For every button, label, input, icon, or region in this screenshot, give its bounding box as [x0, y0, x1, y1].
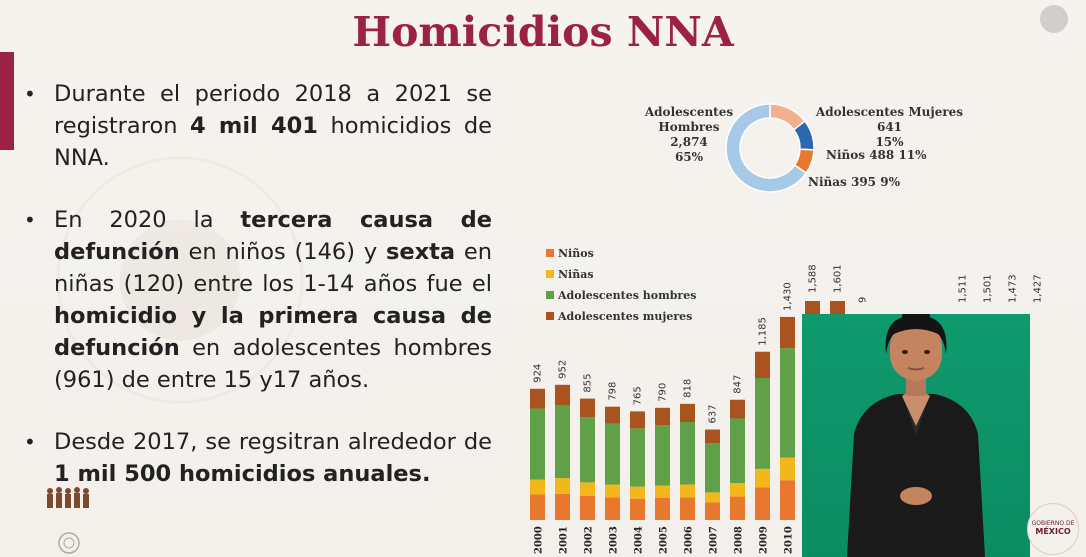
bar-segment — [730, 483, 745, 496]
bar-total-label: 924 — [532, 363, 544, 383]
x-tick-label: 2000 — [533, 526, 545, 554]
bar-total-label: 1,501 — [982, 274, 994, 303]
bar-segment — [530, 480, 545, 495]
seal-icon — [56, 532, 82, 554]
bullet-text: Durante el periodo 2018 a 2021 se registraron — [54, 81, 492, 139]
label-ninas — [808, 175, 900, 190]
bar-segment — [555, 494, 570, 520]
bullet-item — [22, 78, 492, 174]
label-adolescentes-mujeres — [802, 105, 977, 150]
bullet-item — [22, 204, 492, 396]
bullet-text: En 2020 la — [54, 207, 241, 233]
slice-label: Niños — [826, 148, 866, 162]
bar-segment — [705, 430, 720, 444]
page-title: Homicidios NNA — [352, 8, 734, 56]
bar-segment — [680, 497, 695, 520]
legend-label: Adolescentes mujeres — [558, 310, 693, 323]
bar-segment — [655, 425, 670, 485]
bar-segment — [780, 480, 795, 520]
x-tick-label: 2010 — [783, 526, 795, 554]
bar-segment — [605, 485, 620, 498]
bullet-bold-text: 4 mil 401 — [190, 113, 318, 139]
bullet-bold-text: homicidio y la primera causa de defunción — [54, 303, 492, 361]
bar-total-label: 1,588 — [807, 264, 819, 293]
legend-label: Niños — [558, 247, 594, 260]
bar-segment — [705, 443, 720, 492]
bar-segment — [730, 418, 745, 483]
bar-total-label: 637 — [707, 404, 719, 424]
bar-segment — [680, 422, 695, 484]
legend-swatch — [546, 249, 554, 257]
sign-language-interpreter — [802, 314, 1030, 557]
bar-segment — [655, 485, 670, 497]
bar-segment — [730, 400, 745, 419]
bar-total-label: 765 — [632, 386, 644, 406]
bullet-bold-text: tercera causa de defunción — [54, 207, 493, 265]
bar-segment — [605, 497, 620, 520]
bar-segment — [605, 423, 620, 484]
bar-segment — [755, 352, 770, 378]
donut-chart — [640, 95, 980, 205]
bar-total-label: 1,601 — [832, 264, 844, 293]
bar-total-label: 790 — [657, 382, 669, 402]
bar-segment — [655, 498, 670, 520]
logo-text-line: GOBIERNO DE — [1031, 520, 1075, 527]
bar-total-label: 1,511 — [957, 274, 969, 303]
bar-segment — [605, 407, 620, 424]
bar-segment — [805, 301, 820, 315]
bullet-list — [22, 78, 492, 520]
bar-total-label: 798 — [607, 381, 619, 401]
slice-value: 641 — [876, 120, 903, 134]
bar-segment — [780, 458, 795, 481]
bar-segment — [630, 428, 645, 486]
slice-pct: 9% — [880, 175, 900, 189]
slice-pct: 11% — [898, 148, 927, 162]
logo-heroes-icon — [44, 485, 96, 511]
accent-bar — [0, 52, 14, 150]
x-tick-label: 2003 — [608, 526, 620, 554]
bar-total-label: 1,185 — [757, 317, 769, 346]
x-tick-label: 2005 — [658, 526, 670, 554]
bar-segment — [705, 492, 720, 502]
bar-segment — [755, 487, 770, 520]
bullet-text: en adolescentes hombres (961) de entre 15 y17 años. — [54, 335, 492, 393]
bar-total-label: 1,430 — [782, 282, 794, 311]
bar-segment — [580, 417, 595, 482]
label-ninos — [826, 148, 927, 163]
slice-label: Adolescentes Hombres — [644, 105, 734, 134]
bar-segment — [555, 405, 570, 478]
bar-segment — [555, 478, 570, 494]
label-adolescentes-hombres — [640, 105, 738, 165]
bar-segment — [630, 487, 645, 499]
bar-segment — [755, 378, 770, 469]
bar-segment — [630, 411, 645, 428]
bar-segment — [680, 404, 695, 422]
x-tick-label: 2001 — [558, 526, 570, 554]
legend-label: Adolescentes hombres — [558, 289, 697, 302]
bar-total-label: 818 — [682, 378, 694, 398]
info-icon[interactable]: i — [1040, 5, 1068, 33]
bar-segment — [530, 389, 545, 409]
bar-total-label: 1,427 — [1032, 274, 1044, 303]
x-tick-label: 2004 — [633, 526, 645, 554]
slice-label: Adolescentes Mujeres — [815, 105, 964, 119]
bullet-bold-text: sexta — [385, 239, 456, 265]
bar-segment — [755, 469, 770, 487]
gobierno-logo — [1027, 503, 1079, 555]
x-tick-label: 2009 — [758, 526, 770, 554]
bar-segment — [655, 408, 670, 425]
bar-total-label: 855 — [582, 373, 594, 393]
x-tick-label: 2006 — [683, 526, 695, 554]
x-tick-label: 2008 — [733, 526, 745, 554]
slice-value: 395 — [850, 175, 877, 189]
bullet-item — [22, 426, 492, 490]
bullet-text: en niños (146) y — [179, 239, 386, 265]
bar-segment — [580, 496, 595, 520]
bullet-text: homicidios de NNA. — [54, 113, 492, 171]
slice-label: Niñas — [808, 175, 847, 189]
bar-segment — [530, 494, 545, 520]
legend-swatch — [546, 312, 554, 320]
x-tick-label: 2002 — [583, 526, 595, 554]
bar-segment — [580, 399, 595, 417]
slice-pct: 65% — [674, 150, 704, 164]
slice-value: 2,874 — [670, 135, 708, 149]
bar-total-label: 952 — [557, 359, 569, 379]
bar-segment — [630, 499, 645, 520]
bar-segment — [680, 485, 695, 498]
bar-segment — [730, 497, 745, 520]
interpreter-figure-icon — [802, 314, 1030, 557]
slice-pct: 15% — [875, 135, 904, 149]
logo-text-line: MÉXICO — [1035, 527, 1071, 536]
bar-segment — [580, 482, 595, 495]
bullet-text: Desde 2017, se regsitran alrededor de — [54, 429, 492, 455]
bullet-bold-text: 1 mil 500 homicidios anuales. — [54, 461, 431, 487]
bullet-text: en niñas (120) entre los 1-14 años fue el — [54, 239, 492, 297]
bar-segment — [780, 317, 795, 348]
legend-swatch — [546, 270, 554, 278]
bar-segment — [530, 409, 545, 480]
legend-swatch — [546, 291, 554, 299]
x-tick-label: 2007 — [708, 526, 720, 554]
bar-total-label: 9 — [857, 296, 869, 303]
bar-segment — [780, 348, 795, 457]
bar-segment — [555, 385, 570, 405]
bar-total-label: 847 — [732, 374, 744, 394]
legend-label: Niñas — [558, 268, 594, 281]
slice-value: 488 — [869, 148, 895, 162]
bar-segment — [705, 502, 720, 520]
bar-total-label: 1,473 — [1007, 274, 1019, 303]
bar-segment — [830, 301, 845, 315]
